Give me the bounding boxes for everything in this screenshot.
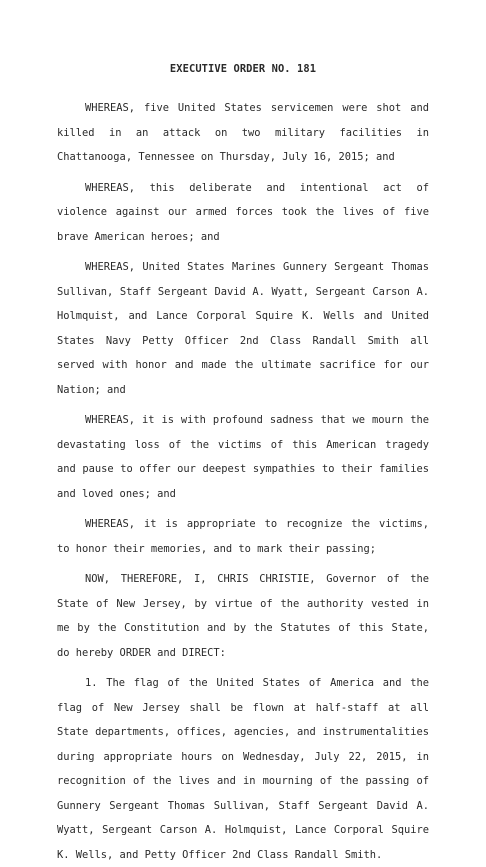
paragraph-whereas-servicemen: WHEREAS, United States Marines Gunnery Sergeant Thomas Sullivan, Staff Sergeant David A. Wyatt, Sergeant Carson A. Holmquist, and Lance Corporal Squire K. Wells and United States Navy Petty Officer 2nd Class Randall Smith all served with honor and made the ultimate sacrifice for our Nation; and <box>57 261 429 396</box>
paragraph-whereas-attack: WHEREAS, five United States servicemen were shot and killed in an attack on two military facilities in Chattanooga, Tennessee on Thursday, July 16, 2015; and <box>57 102 429 163</box>
paragraph-whereas-recognize: WHEREAS, it is appropriate to recognize the victims, to honor their memories, and to mark their passing; <box>57 518 429 555</box>
document-title: EXECUTIVE ORDER NO. 181 <box>169 63 317 75</box>
paragraph-whereas-violence: WHEREAS, this deliberate and intentional act of violence against our armed forces took the lives of five brave American heroes; and <box>57 181 429 243</box>
paragraph-order-item-1: 1. The flag of the United States of America and the flag of New Jersey shall be flown at half-staff at all State departments, offices, agencies, and instrumentalities during appropriate hours on Wednesday, July 22, 2015, in recognition of the lives and in mourning of the passing of Gunnery Sergeant Thomas Sullivan, Staff Sergeant David A. Wyatt, Sergeant Carson A. Holmquist, Lance Corporal Squire K. Wells, and Petty Officer 2nd Class Randall Smith. <box>57 677 429 861</box>
paragraph-whereas-sadness: WHEREAS, it is with profound sadness that we mourn the devastating loss of the victims of this American tragedy and pause to offer our deepest sympathies to their families and loved ones; and <box>57 414 429 500</box>
paragraph-now-therefore: NOW, THEREFORE, I, CHRIS CHRISTIE, Governor of the State of New Jersey, by virtue of the authority vested in me by the Constitution and by the Statutes of this State, do hereby ORDER and DIRECT: <box>57 573 429 659</box>
